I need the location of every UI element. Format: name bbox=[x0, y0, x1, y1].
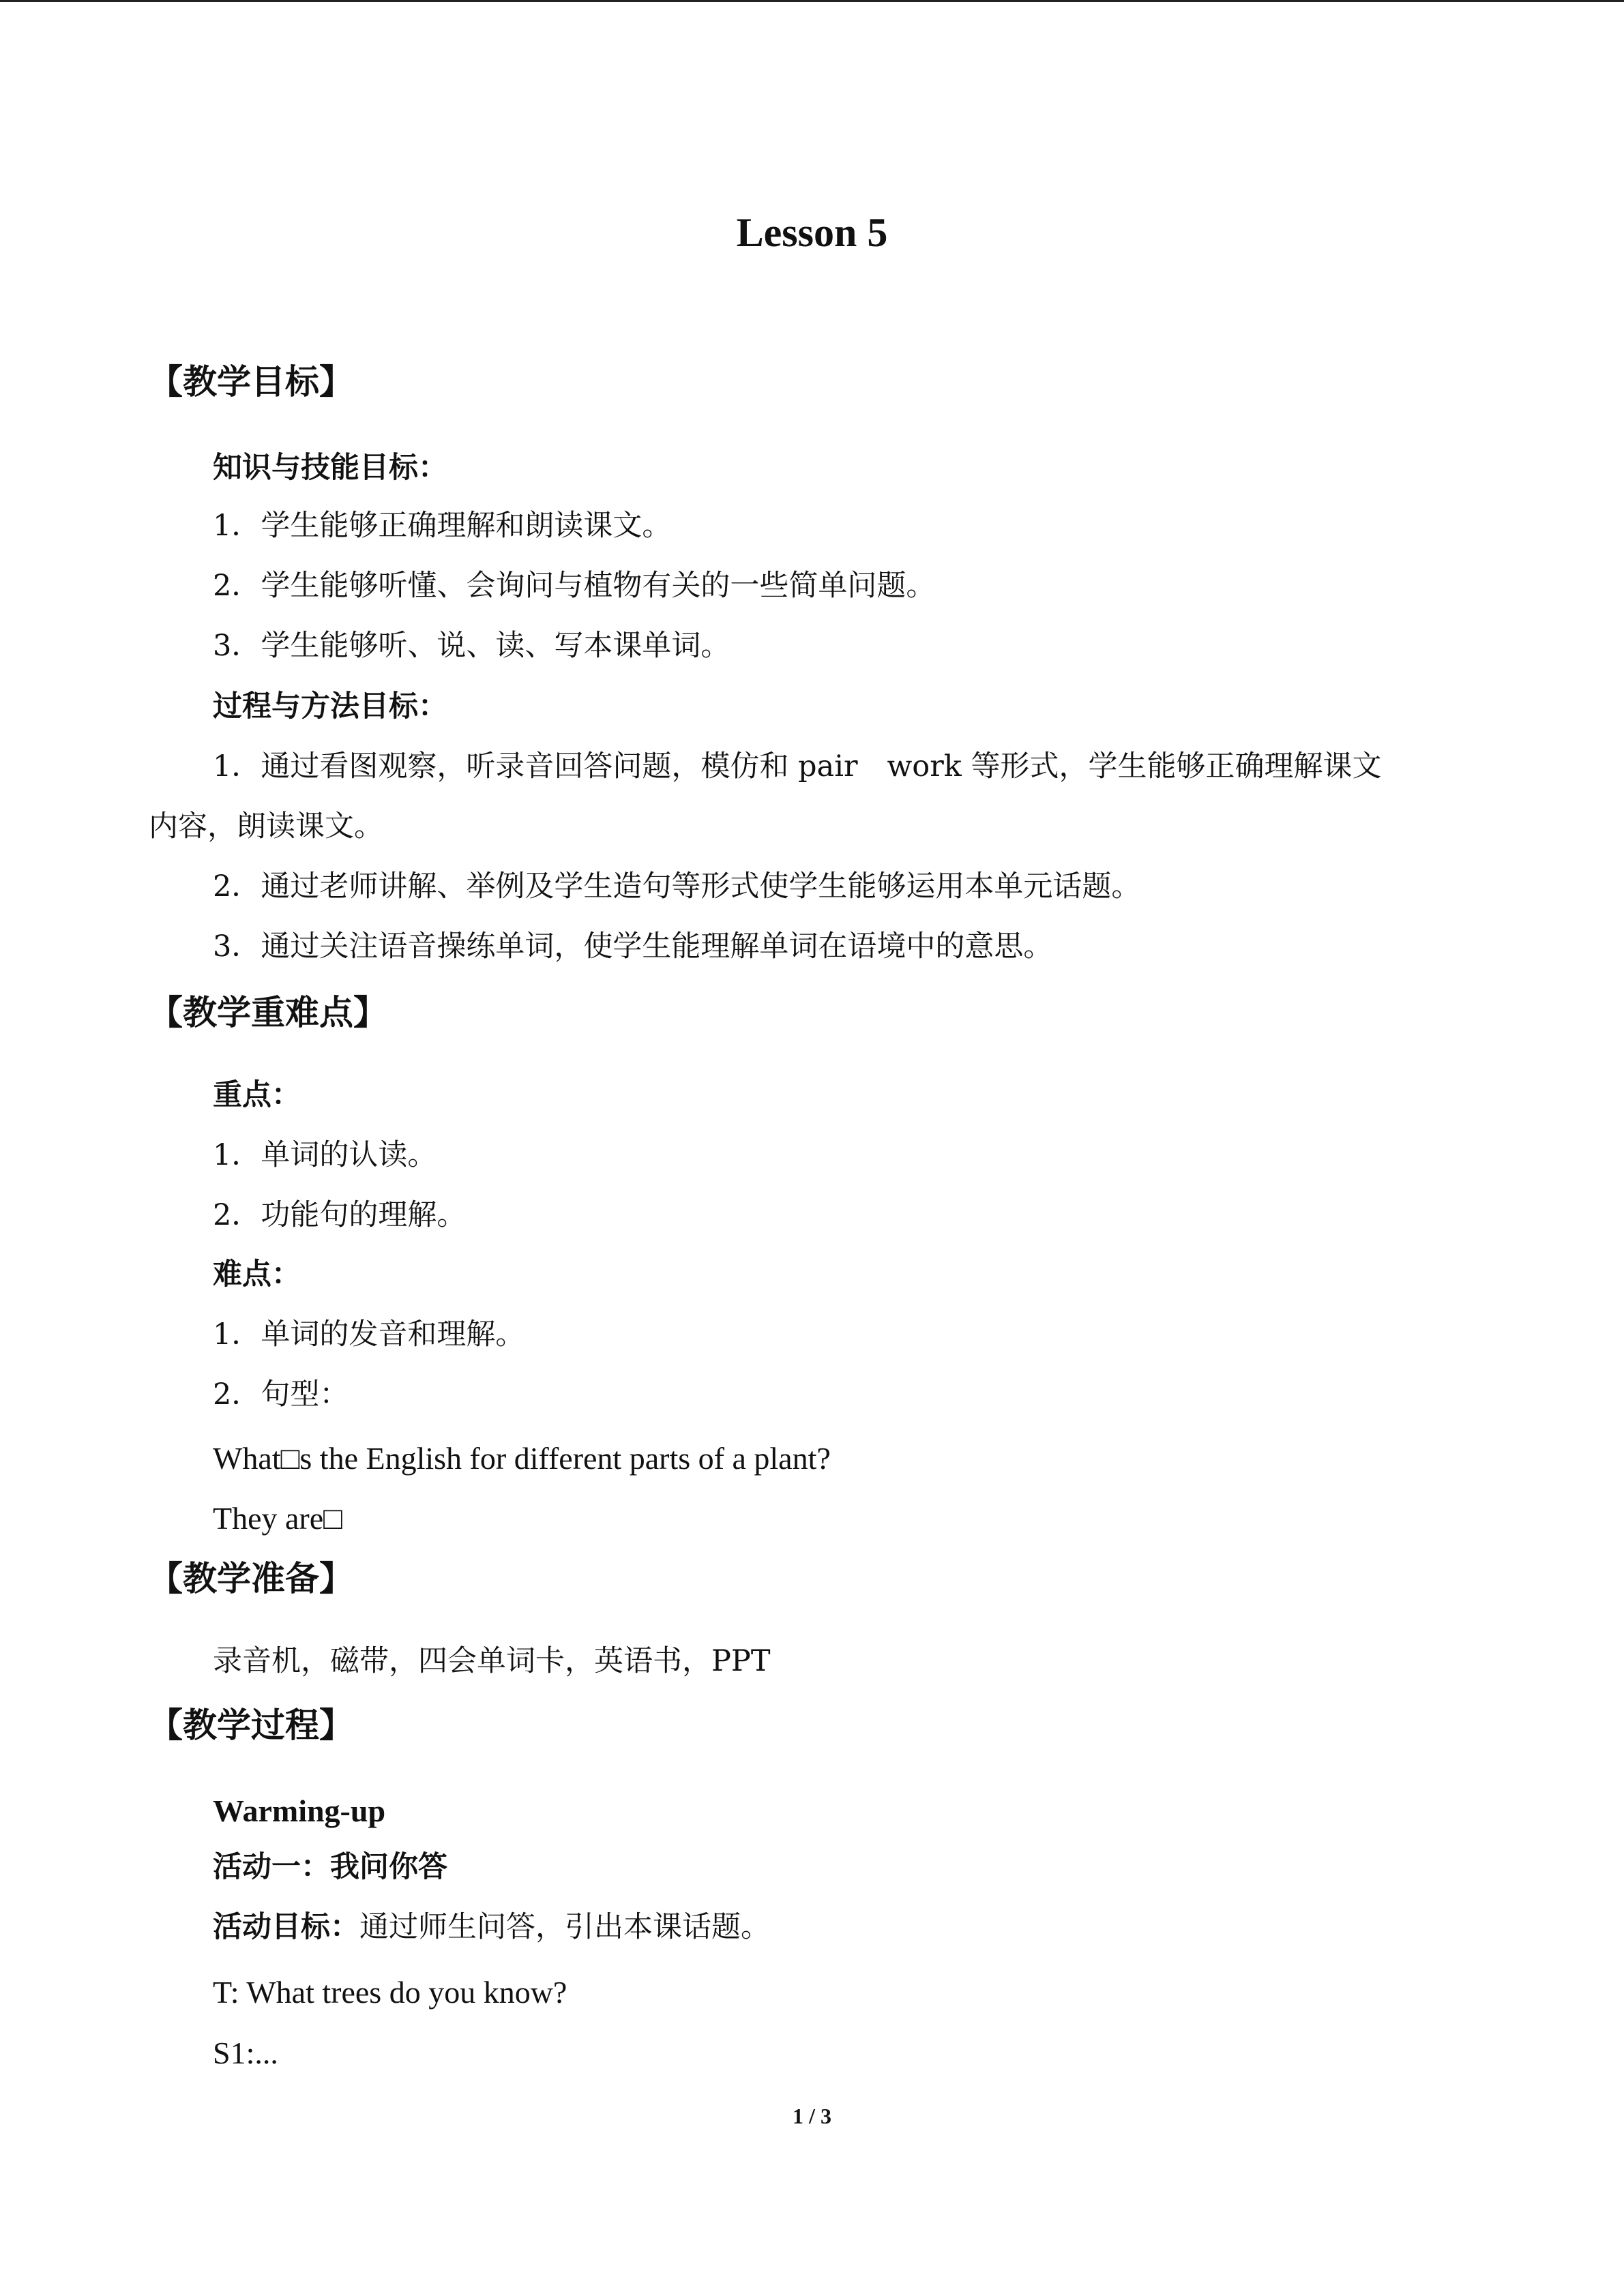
process-item: 3．通过关注语音操练单词，使学生能理解单词在语境中的意思。 bbox=[213, 929, 1053, 964]
activity-title: 活动一：我问你答 bbox=[213, 1850, 447, 1884]
process-item: 2．通过老师讲解、举例及学生造句等形式使学生能够运用本单元话题。 bbox=[213, 869, 1141, 904]
process-method-label: 过程与方法目标： bbox=[213, 689, 447, 724]
activity-goal bbox=[213, 1909, 770, 1946]
section-heading-preparation: 【教学准备】 bbox=[149, 1559, 353, 1598]
process-item-continuation: 内容，朗读课文。 bbox=[149, 809, 383, 844]
section-heading-objectives: 【教学目标】 bbox=[149, 362, 353, 402]
focus-item: 2．功能句的理解。 bbox=[213, 1198, 467, 1232]
difficulty-label: 难点： bbox=[213, 1257, 301, 1292]
materials-list: 录音机，磁带，四会单词卡，英语书，PPT bbox=[213, 1644, 771, 1678]
page-top-border bbox=[0, 0, 1624, 2]
page-number: 1 / 3 bbox=[793, 2104, 831, 2128]
dialogue-line: T: What trees do you know? bbox=[213, 1975, 567, 2010]
stage-title: Warming-up bbox=[213, 1793, 386, 1828]
difficulty-item: 2．句型： bbox=[213, 1377, 349, 1412]
dialogue-line: S1:... bbox=[213, 2036, 278, 2070]
focus-label: 重点： bbox=[213, 1078, 301, 1112]
knowledge-item: 1．学生能够正确理解和朗读课文。 bbox=[213, 509, 672, 543]
page-title: Lesson 5 bbox=[736, 210, 888, 255]
section-heading-key-points: 【教学重难点】 bbox=[149, 993, 387, 1032]
activity-goal-label: 活动目标： bbox=[213, 1910, 359, 1944]
focus-item: 1．单词的认读。 bbox=[213, 1138, 437, 1172]
sentence-pattern: What□s the English for different parts of a plant? bbox=[213, 1441, 831, 1476]
knowledge-item: 2．学生能够听懂、会询问与植物有关的一些简单问题。 bbox=[213, 569, 936, 603]
section-heading-procedure: 【教学过程】 bbox=[149, 1705, 353, 1745]
knowledge-skills-label: 知识与技能目标： bbox=[213, 451, 447, 485]
difficulty-item: 1．单词的发音和理解。 bbox=[213, 1317, 525, 1352]
sentence-pattern: They are□ bbox=[213, 1501, 342, 1536]
process-item: 1．通过看图观察，听录音回答问题，模仿和 pair work 等形式，学生能够正确理解课文 bbox=[213, 749, 1382, 784]
activity-goal-text: 通过师生问答，引出本课话题。 bbox=[359, 1910, 770, 1944]
knowledge-item: 3．学生能够听、说、读、写本课单词。 bbox=[213, 629, 730, 663]
